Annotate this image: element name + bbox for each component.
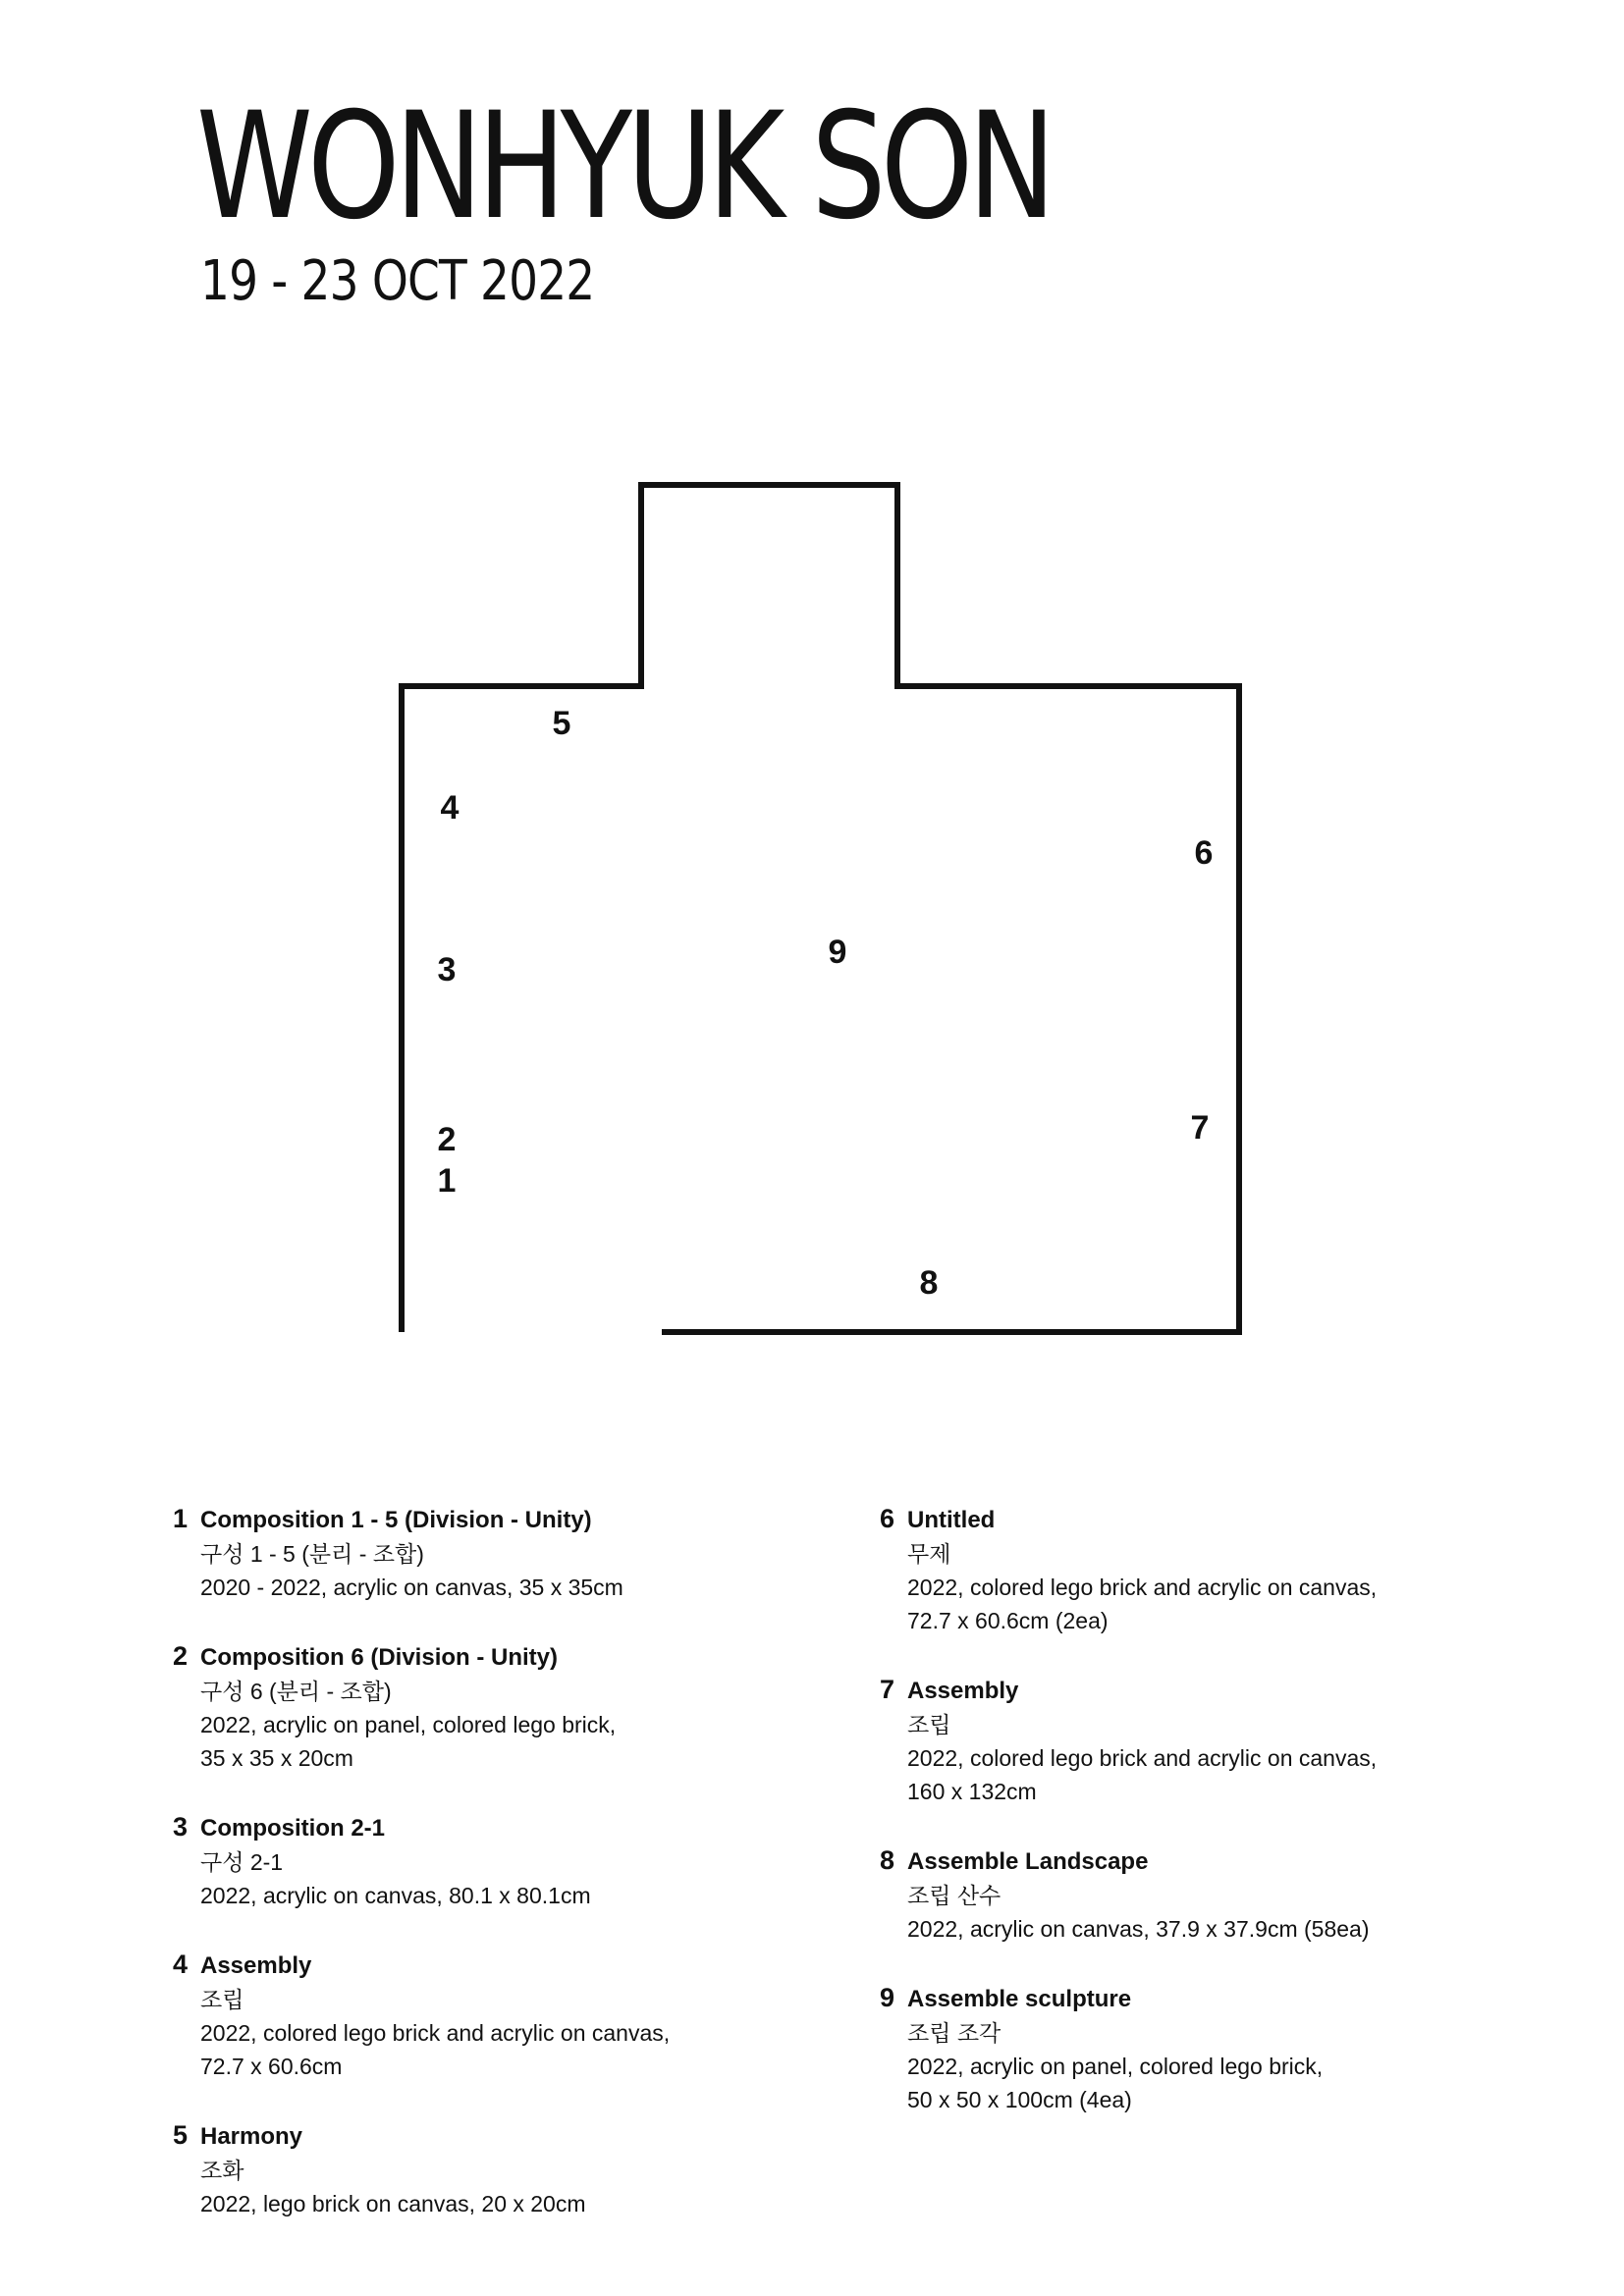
work-korean-title: 조화: [200, 2158, 244, 2183]
work-korean-title: 조립: [907, 1712, 951, 1737]
work-number: 1: [173, 1504, 189, 1533]
work-title: Assembly: [907, 1678, 1019, 1704]
works-list-left: [173, 1504, 801, 2258]
work-details: 2022, colored lego brick and acrylic on canvas,: [200, 2020, 671, 2046]
work-entry: [880, 1504, 1508, 1637]
work-korean-title: 구성 6 (분리 - 조합): [200, 1679, 392, 1704]
work-title: Harmony: [200, 2123, 303, 2150]
work-details: 2020 - 2022, acrylic on canvas, 35 x 35cm: [200, 1575, 623, 1600]
floor-marker-4: 4: [440, 789, 460, 827]
work-title: Composition 1 - 5 (Division - Unity): [200, 1507, 592, 1533]
work-entry: [173, 1812, 801, 1912]
work-entry: [880, 1845, 1508, 1946]
floor-plan-walls: [402, 485, 1239, 1332]
work-entry: [173, 1504, 801, 1604]
work-details: 35 x 35 x 20cm: [200, 1745, 353, 1771]
work-details: 2022, acrylic on canvas, 37.9 x 37.9cm (58ea): [907, 1916, 1370, 1942]
work-number: 7: [880, 1675, 895, 1704]
exhibition-title: WONHYUK SON: [196, 81, 1051, 252]
floor-marker-1: 1: [437, 1162, 457, 1200]
work-details: 2022, acrylic on canvas, 80.1 x 80.1cm: [200, 1883, 591, 1908]
work-details: 2022, colored lego brick and acrylic on canvas,: [907, 1575, 1378, 1600]
floor-marker-2: 2: [437, 1121, 457, 1158]
work-title: Assemble Landscape: [907, 1848, 1149, 1875]
work-title: Composition 6 (Division - Unity): [200, 1644, 558, 1671]
work-title: Assemble sculpture: [907, 1986, 1132, 2012]
work-entry: [880, 1983, 1508, 2116]
exhibition-dates: 19 - 23 OCT 2022: [200, 249, 595, 313]
floor-marker-5: 5: [552, 705, 571, 742]
floor-marker-7: 7: [1190, 1109, 1210, 1147]
work-details: 2022, acrylic on panel, colored lego brick,: [907, 2054, 1324, 2079]
work-details: 2022, acrylic on panel, colored lego brick,: [200, 1712, 617, 1737]
work-details: 72.7 x 60.6cm (2ea): [907, 1608, 1109, 1633]
work-number: 6: [880, 1504, 895, 1533]
work-title: Assembly: [200, 1952, 312, 1979]
work-number: 3: [173, 1812, 189, 1842]
work-korean-title: 구성 2-1: [200, 1849, 284, 1875]
work-details: 50 x 50 x 100cm (4ea): [907, 2087, 1132, 2112]
work-number: 2: [173, 1641, 189, 1671]
work-korean-title: 조립 산수: [907, 1883, 1001, 1908]
works-list-right: [880, 1504, 1508, 2154]
work-entry: [173, 1641, 801, 1775]
work-details: 72.7 x 60.6cm: [200, 2054, 343, 2079]
work-number: 9: [880, 1983, 895, 2012]
floor-marker-6: 6: [1194, 834, 1214, 872]
work-korean-title: 무제: [907, 1541, 951, 1567]
work-entry: [880, 1675, 1508, 1808]
work-korean-title: 조립 조각: [907, 2020, 1001, 2046]
floor-marker-9: 9: [828, 934, 847, 971]
floor-marker-3: 3: [437, 951, 457, 988]
work-korean-title: 조립: [200, 1987, 244, 2012]
work-korean-title: 구성 1 - 5 (분리 - 조합): [200, 1541, 424, 1567]
work-details: 2022, colored lego brick and acrylic on canvas,: [907, 1745, 1378, 1771]
work-title: Untitled: [907, 1507, 996, 1533]
work-details: 2022, lego brick on canvas, 20 x 20cm: [200, 2191, 586, 2216]
work-number: 4: [173, 1949, 189, 1979]
work-number: 8: [880, 1845, 895, 1875]
work-entry: [173, 1949, 801, 2083]
work-details: 160 x 132cm: [907, 1779, 1037, 1804]
work-entry: [173, 2120, 801, 2220]
work-number: 5: [173, 2120, 189, 2150]
work-title: Composition 2-1: [200, 1815, 386, 1842]
floor-marker-8: 8: [919, 1264, 939, 1302]
